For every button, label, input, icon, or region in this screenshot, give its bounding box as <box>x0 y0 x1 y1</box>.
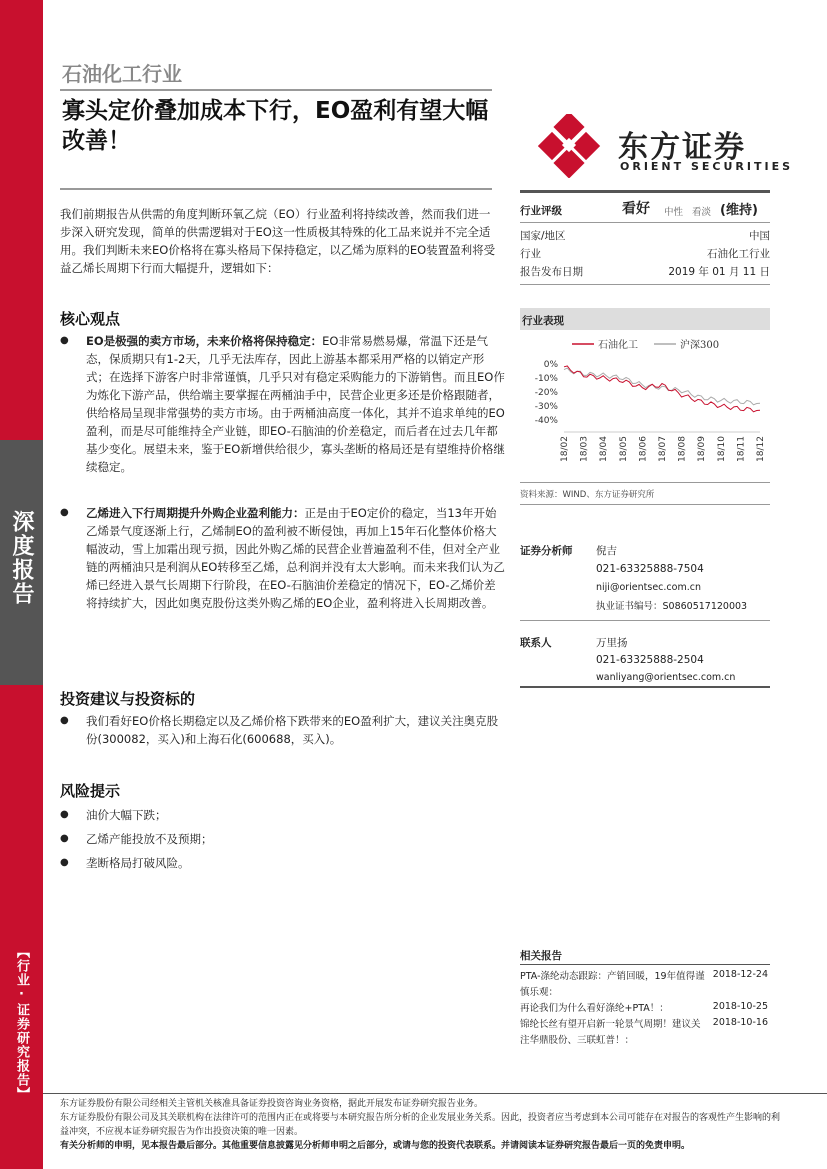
perf-heading: 行业表现 <box>522 315 564 327</box>
logo-en: ORIENT SECURITIES <box>620 160 794 173</box>
report-type-label: 深度报告 <box>9 510 34 606</box>
rating-row-value: 石油化工行业 <box>707 248 770 260</box>
logo-cn: 东方证券 <box>618 130 746 165</box>
industry-label: 石油化工行业 <box>62 62 182 86</box>
risk-list <box>60 806 506 872</box>
rating-value: 看好 <box>622 201 650 217</box>
risk-heading: 风险提示 <box>60 782 121 800</box>
bullet-icon: ● <box>60 507 69 518</box>
bullet-icon: ● <box>60 335 69 346</box>
footer-rule <box>43 1093 827 1094</box>
series-line <box>564 366 760 412</box>
intro-paragraph: 我们前期报告从供需的角度判断环氧乙烷（EO）行业盈利将持续改善，然而我们进一步深入研究发现，简单的供需逻辑对于EO这一性质极其特殊的化工品来说并不完全适用。我们判断未来EO价格将在寡头格局下保持稳定，以乙烯为原料的EO装置盈利将受益乙烯长周期下行而大幅提升，逻辑如下： <box>60 207 496 275</box>
core-point-2 <box>60 504 506 612</box>
risk-item <box>60 806 506 824</box>
related-item[interactable] <box>520 1017 770 1049</box>
invest-text-body: 我们看好EO价格长期稳定以及乙烯价格下跌带来的EO盈利扩大，建议关注奥克股份(300082，买入)和上海石化(600688，买入)。 <box>86 714 499 746</box>
rating-row <box>520 264 770 282</box>
x-tick-label: 18/11 <box>736 436 747 462</box>
bullet-icon: ● <box>60 857 69 868</box>
related-item[interactable] <box>520 1001 770 1017</box>
rating-row-key: 报告发布日期 <box>520 266 583 278</box>
y-tick-label: -20% <box>534 388 558 398</box>
source-rule <box>520 504 770 505</box>
analyst-email[interactable]: niji@orientsec.com.cn <box>596 582 701 593</box>
related-item-title[interactable]: PTA-涤纶动态跟踪：产销回暖，19年值得谨慎乐观： <box>520 971 705 998</box>
x-tick-label: 18/04 <box>599 436 610 462</box>
invest-heading: 投资建议与投资标的 <box>60 690 196 708</box>
related-block <box>520 948 770 1049</box>
core-point-2-title: 乙烯进入下行周期提升外购企业盈利能力： <box>86 506 305 520</box>
rating-header <box>520 200 770 223</box>
related-item-date: 2018-12-24 <box>712 969 768 980</box>
x-tick-label: 18/12 <box>756 436 766 462</box>
contact-rule <box>520 686 770 688</box>
related-item-date: 2018-10-25 <box>712 1001 768 1012</box>
rating-row <box>520 228 770 246</box>
core-point-1-title: EO是极强的卖方市场，未来价格将保持稳定： <box>86 334 323 348</box>
perf-header <box>520 308 770 330</box>
contact-phone: 021-63325888-2504 <box>596 654 704 666</box>
orient-logo-icon <box>538 114 608 178</box>
y-tick-label: -40% <box>534 416 558 426</box>
rating-row-value: 中国 <box>749 230 770 242</box>
footer-line-3: 有关分析师的申明，见本报告最后部分。其他重要信息披露见分析师申明之后部分，或请与您的投资代表联系。并请阅读本证券研究报告最后一页的免责申明。 <box>60 1141 691 1151</box>
bullet-icon: ● <box>60 809 69 820</box>
rating-row-key: 国家/地区 <box>520 230 566 242</box>
bullet-icon: ● <box>60 833 69 844</box>
core-point-1-text: EO非常易燃易爆，常温下还是气态，保质期只有1-2天，几乎无法库存，因此上游基本都采用严格的以销定产形式；在选择下游客户时非常谨慎，几乎只对有稳定采购能力的下游销售。而且EO作为炼化下游产品，供给端主要掌握在两桶油手中，民营企业更多还是价格跟随者，供给格局呈现非常强势的卖方市场。由于两桶油高度一体化，其并不追求单纯的EO盈利，而是尽可能维持全产业链，即EO-石脑油的价差稳定，而后者在过去几年都基少变化。展望未来，鉴于EO新增供给很少，寡头垄断的格局还是有望维持价格继续稳定。 <box>86 334 505 474</box>
page-title: 寡头定价叠加成本下行，EO盈利有望大幅改善！ <box>62 98 489 154</box>
analyst-cert: 执业证书编号：S0860517120003 <box>596 601 748 612</box>
sidebar-red-top <box>0 0 43 440</box>
y-tick-label: -30% <box>534 402 558 412</box>
risk-item <box>60 854 506 872</box>
related-item-title[interactable]: 再论我们为什么看好涤纶+PTA！： <box>520 1003 669 1014</box>
footer-line-2: 东方证券股份有限公司及其关联机构在法律许可的范围内正在或将要与本研究报告所分析的企业发展业务关系。因此，投资者应当考虑到本公司可能存在对报告的客观性产生影响的利益冲突，不应视本证券研究报告为作出投资决策的唯一因素。 <box>60 1113 781 1137</box>
rating-opt-negative: 看淡 <box>692 207 712 218</box>
risk-item-text: 垄断格局打破风险。 <box>86 856 190 870</box>
y-tick-label: -10% <box>534 374 558 384</box>
x-tick-label: 18/02 <box>560 436 570 462</box>
performance-chart <box>520 332 770 482</box>
related-item-date: 2018-10-16 <box>712 1017 768 1028</box>
rating-row-key: 行业 <box>520 248 541 260</box>
contact-label: 联系人 <box>520 637 552 649</box>
risk-item <box>60 830 506 848</box>
chart-source: 资料来源：WIND、东方证券研究所 <box>520 490 655 500</box>
x-tick-label: 18/05 <box>618 436 629 462</box>
rating-rule <box>520 190 770 193</box>
rating-row <box>520 246 770 264</box>
title-rule-top <box>60 89 492 91</box>
x-tick-label: 18/09 <box>697 436 708 462</box>
legend-label: 石油化工 <box>598 340 638 351</box>
y-tick-label: 0% <box>543 360 558 370</box>
x-tick-label: 18/06 <box>638 436 649 462</box>
rating-row-value: 2019 年 01 月 11 日 <box>668 266 770 278</box>
x-tick-label: 18/10 <box>716 436 727 462</box>
x-tick-label: 18/08 <box>677 436 688 462</box>
rating-opt-neutral: 中性 <box>664 207 684 218</box>
analyst-phone: 021-63325888-7504 <box>596 563 704 575</box>
related-item-title[interactable]: 锦纶长丝有望开启新一轮景气周期！建议关注华鼎股份、三联虹普！： <box>520 1019 701 1046</box>
core-point-2-text: 正是由于EO定价的稳定，当13年开始乙烯景气度逐渐上行，乙烯制EO的盈利被不断侵蚀，再加上15年石化整体价格大幅波动，雪上加霜出现亏损，因此外购乙烯的民营企业普遍盈利不佳，但对全产业链的两桶油只是利润从EO转移至乙烯，总利润并没有太大影响。而未来我们认为乙烯已经进入景气长周期下行阶段，在EO-石脑油价差稳定的情况下，EO-乙烯价差将持续扩大，因此如奥克股份这类外购乙烯的EO企业，盈利将进入长周期改善。 <box>86 506 505 610</box>
related-rule <box>520 964 770 965</box>
risk-item-text: 油价大幅下跌； <box>86 808 167 822</box>
analyst-rule <box>520 620 770 621</box>
risk-item-text: 乙烯产能投放不及预期； <box>86 832 213 846</box>
title-rule-bottom <box>60 188 492 190</box>
footer-line-1: 东方证券股份有限公司经相关主管机关核准具备证券投资咨询业务资格，据此开展发布证券研究报告业务。 <box>60 1099 484 1109</box>
contact-name: 万里扬 <box>596 637 628 649</box>
invest-text <box>60 712 506 748</box>
related-heading: 相关报告 <box>520 950 562 962</box>
series-line <box>564 368 760 405</box>
core-point-1 <box>60 332 506 476</box>
core-heading: 核心观点 <box>60 310 121 328</box>
x-tick-label: 18/03 <box>579 436 590 462</box>
bullet-icon: ● <box>60 715 69 726</box>
contact-email[interactable]: wanliyang@orientsec.com.cn <box>596 672 736 683</box>
analyst-label: 证券分析师 <box>520 545 573 557</box>
rating-label: 行业评级 <box>520 205 562 217</box>
report-category-label: 【行业·证券研究报告】 <box>14 945 29 1101</box>
rating-status: (维持) <box>720 203 758 218</box>
legend-label: 沪深300 <box>680 340 720 351</box>
rating-bottom-rule <box>520 284 770 285</box>
x-tick-label: 18/07 <box>658 436 668 462</box>
chart-bottom-rule <box>520 482 770 483</box>
analyst-name: 倪吉 <box>596 545 617 557</box>
rating-table <box>520 228 770 282</box>
related-item[interactable] <box>520 969 770 1001</box>
